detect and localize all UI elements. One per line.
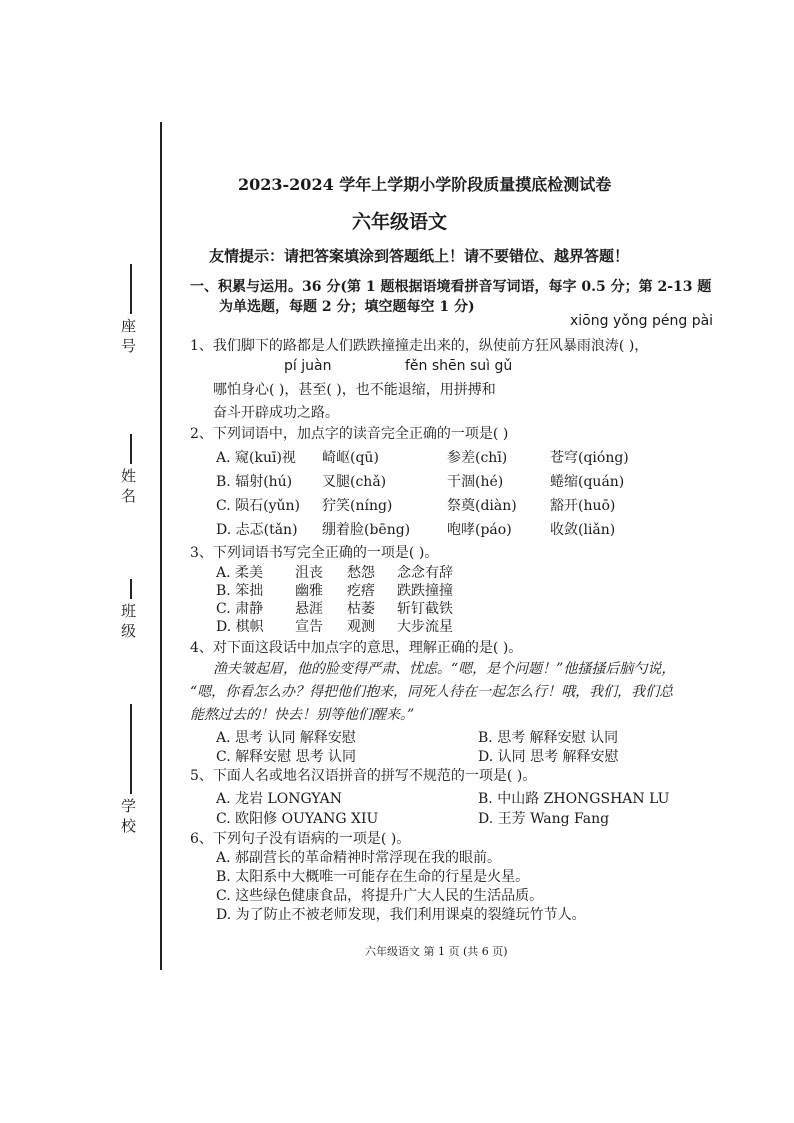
q3-a-1: A. 柔美 [216, 565, 264, 581]
class-underline [130, 579, 132, 599]
q2-a-2: 崎岖(qū) [322, 450, 379, 466]
q2-d-2: 绷着脸(bēng) [322, 522, 411, 538]
seat-underline [130, 264, 132, 314]
q2-d-1: D. 忐忑(tǎn) [216, 522, 298, 538]
q2-b-1: B. 辐射(hú) [216, 474, 293, 490]
q4-passage-1: 渔夫皱起眉，他的脸变得严肃、忧虑。“嗯，是个问题！”他搔搔后脑勺说， [213, 661, 676, 677]
q2-b-4: 蜷缩(quán) [550, 474, 625, 490]
q3-c-2: 悬涯 [295, 601, 323, 617]
q3-stem: 3、下列词语书写完全正确的一项是( )。 [190, 545, 439, 561]
q5-option-a: A. 龙岩 LONGYAN [216, 791, 342, 807]
binding-margin-line [160, 122, 162, 970]
q4-option-b: B. 思考 解释安慰 认同 [478, 730, 619, 746]
q2-d-3: 咆哮(páo) [447, 522, 512, 538]
q2-a-3: 参差(chī) [447, 450, 508, 466]
section1-heading-cont: 为单选题，每题 2 分；填空题每空 1 分) [219, 299, 475, 315]
q6-option-d: D. 为了防止不被老师发现，我们利用课桌的裂缝玩竹节人。 [216, 907, 586, 923]
q5-option-b: B. 中山路 ZHONGSHAN LU [478, 791, 670, 807]
q4-option-c: C. 解释安慰 思考 认同 [216, 749, 357, 765]
q3-a-2: 沮丧 [295, 565, 323, 581]
q3-d-4: 大步流星 [397, 619, 453, 635]
q2-c-4: 豁开(huō) [550, 498, 616, 514]
q2-a-4: 苍穹(qióng) [550, 450, 629, 466]
q2-c-1: C. 陨石(yǔn) [216, 498, 300, 514]
school-field [118, 700, 144, 833]
q1-line-2: 哪怕身心( )，甚至( )，也不能退缩，用拼搏和 [213, 382, 496, 398]
school-underline [130, 704, 132, 794]
section1-heading: 一、积累与运用。36 分(第 1 题根据语境看拼音写词语，每字 0.5 分；第 2-13 题 [190, 279, 712, 295]
q4-passage-3: 能熬过去的！快去！别等他们醒来。” [190, 707, 415, 723]
q3-d-2: 宣告 [295, 619, 323, 635]
q3-d-1: D. 棋帜 [216, 619, 264, 635]
q3-c-3: 枯萎 [347, 601, 375, 617]
q2-c-3: 祭奠(diàn) [447, 498, 517, 514]
q4-option-a: A. 思考 认同 解释安慰 [216, 730, 356, 746]
seat-label: 座 号 [119, 318, 137, 353]
q2-c-2: 狞笑(níng) [322, 498, 393, 514]
q1-pinyin-3: fěn shēn suì gǔ [405, 358, 513, 374]
school-label: 学 校 [119, 798, 137, 833]
q3-c-4: 斩钉截铁 [397, 601, 453, 617]
q2-b-3: 干涸(hé) [447, 474, 504, 490]
q6-stem: 6、下列句子没有语病的一项是( )。 [190, 831, 411, 847]
q3-d-3: 观测 [347, 619, 375, 635]
q4-option-d: D. 认同 思考 解释安慰 [478, 749, 619, 765]
q2-stem: 2、下列词语中，加点字的读音完全正确的一项是( ) [190, 426, 509, 442]
q1-line-3: 奋斗开辟成功之路。 [213, 405, 339, 421]
q5-stem: 5、下面人名或地名汉语拼音的拼写不规范的一项是( )。 [190, 768, 537, 784]
q1-pinyin-2: pí juàn [284, 358, 332, 374]
q1-line-1: 1、我们脚下的路都是人们跌跌撞撞走出来的，纵使前方狂风暴雨浪涛( )， [190, 338, 649, 354]
name-underline [130, 434, 132, 464]
q3-b-1: B. 笨拙 [216, 583, 264, 599]
q5-option-d: D. 王芳 Wang Fang [478, 811, 610, 827]
seat-field [118, 260, 144, 353]
name-field [118, 430, 144, 503]
q5-option-c: C. 欧阳修 OUYANG XIU [216, 811, 379, 827]
q3-a-4: 念念有辞 [397, 565, 453, 581]
friendly-tip: 友情提示：请把答案填涂到答题纸上！请不要错位、越界答题！ [209, 247, 630, 265]
q2-d-4: 收敛(liǎn) [550, 522, 616, 538]
q4-stem: 4、对下面这段话中加点字的意思，理解正确的是( )。 [190, 640, 523, 656]
q4-passage-2: “嗯，你看怎么办？得把他们抱来，同死人待在一起怎么行！哦，我们，我们总 [190, 684, 674, 700]
q6-option-c: C. 这些绿色健康食品，将提升广大人民的生活品质。 [216, 888, 544, 904]
class-label: 班 级 [119, 603, 137, 638]
exam-subtitle: 六年级语文 [352, 211, 448, 233]
class-field [118, 575, 144, 638]
q3-c-1: C. 肃静 [216, 601, 264, 617]
page-footer: 六年级语文 第 1 页 (共 6 页) [365, 945, 508, 958]
q3-a-3: 愁怨 [347, 565, 375, 581]
q3-b-2: 幽雅 [295, 583, 323, 599]
name-label: 姓 名 [119, 468, 137, 503]
q2-b-2: 叉腿(chǎ) [322, 474, 387, 490]
exam-title: 2023-2024 学年上学期小学阶段质量摸底检测试卷 [238, 175, 612, 194]
q3-b-4: 跌跌撞撞 [397, 583, 453, 599]
q1-pinyin-1: xiōng yǒng péng pài [570, 313, 714, 329]
q3-b-3: 疙瘩 [347, 583, 375, 599]
q2-a-1: A. 窥(kuī)视 [216, 450, 296, 466]
q6-option-a: A. 郝副营长的革命精神时常浮现在我的眼前。 [216, 850, 502, 866]
q6-option-b: B. 太阳系中大概唯一可能存在生命的行星是火星。 [216, 869, 530, 885]
